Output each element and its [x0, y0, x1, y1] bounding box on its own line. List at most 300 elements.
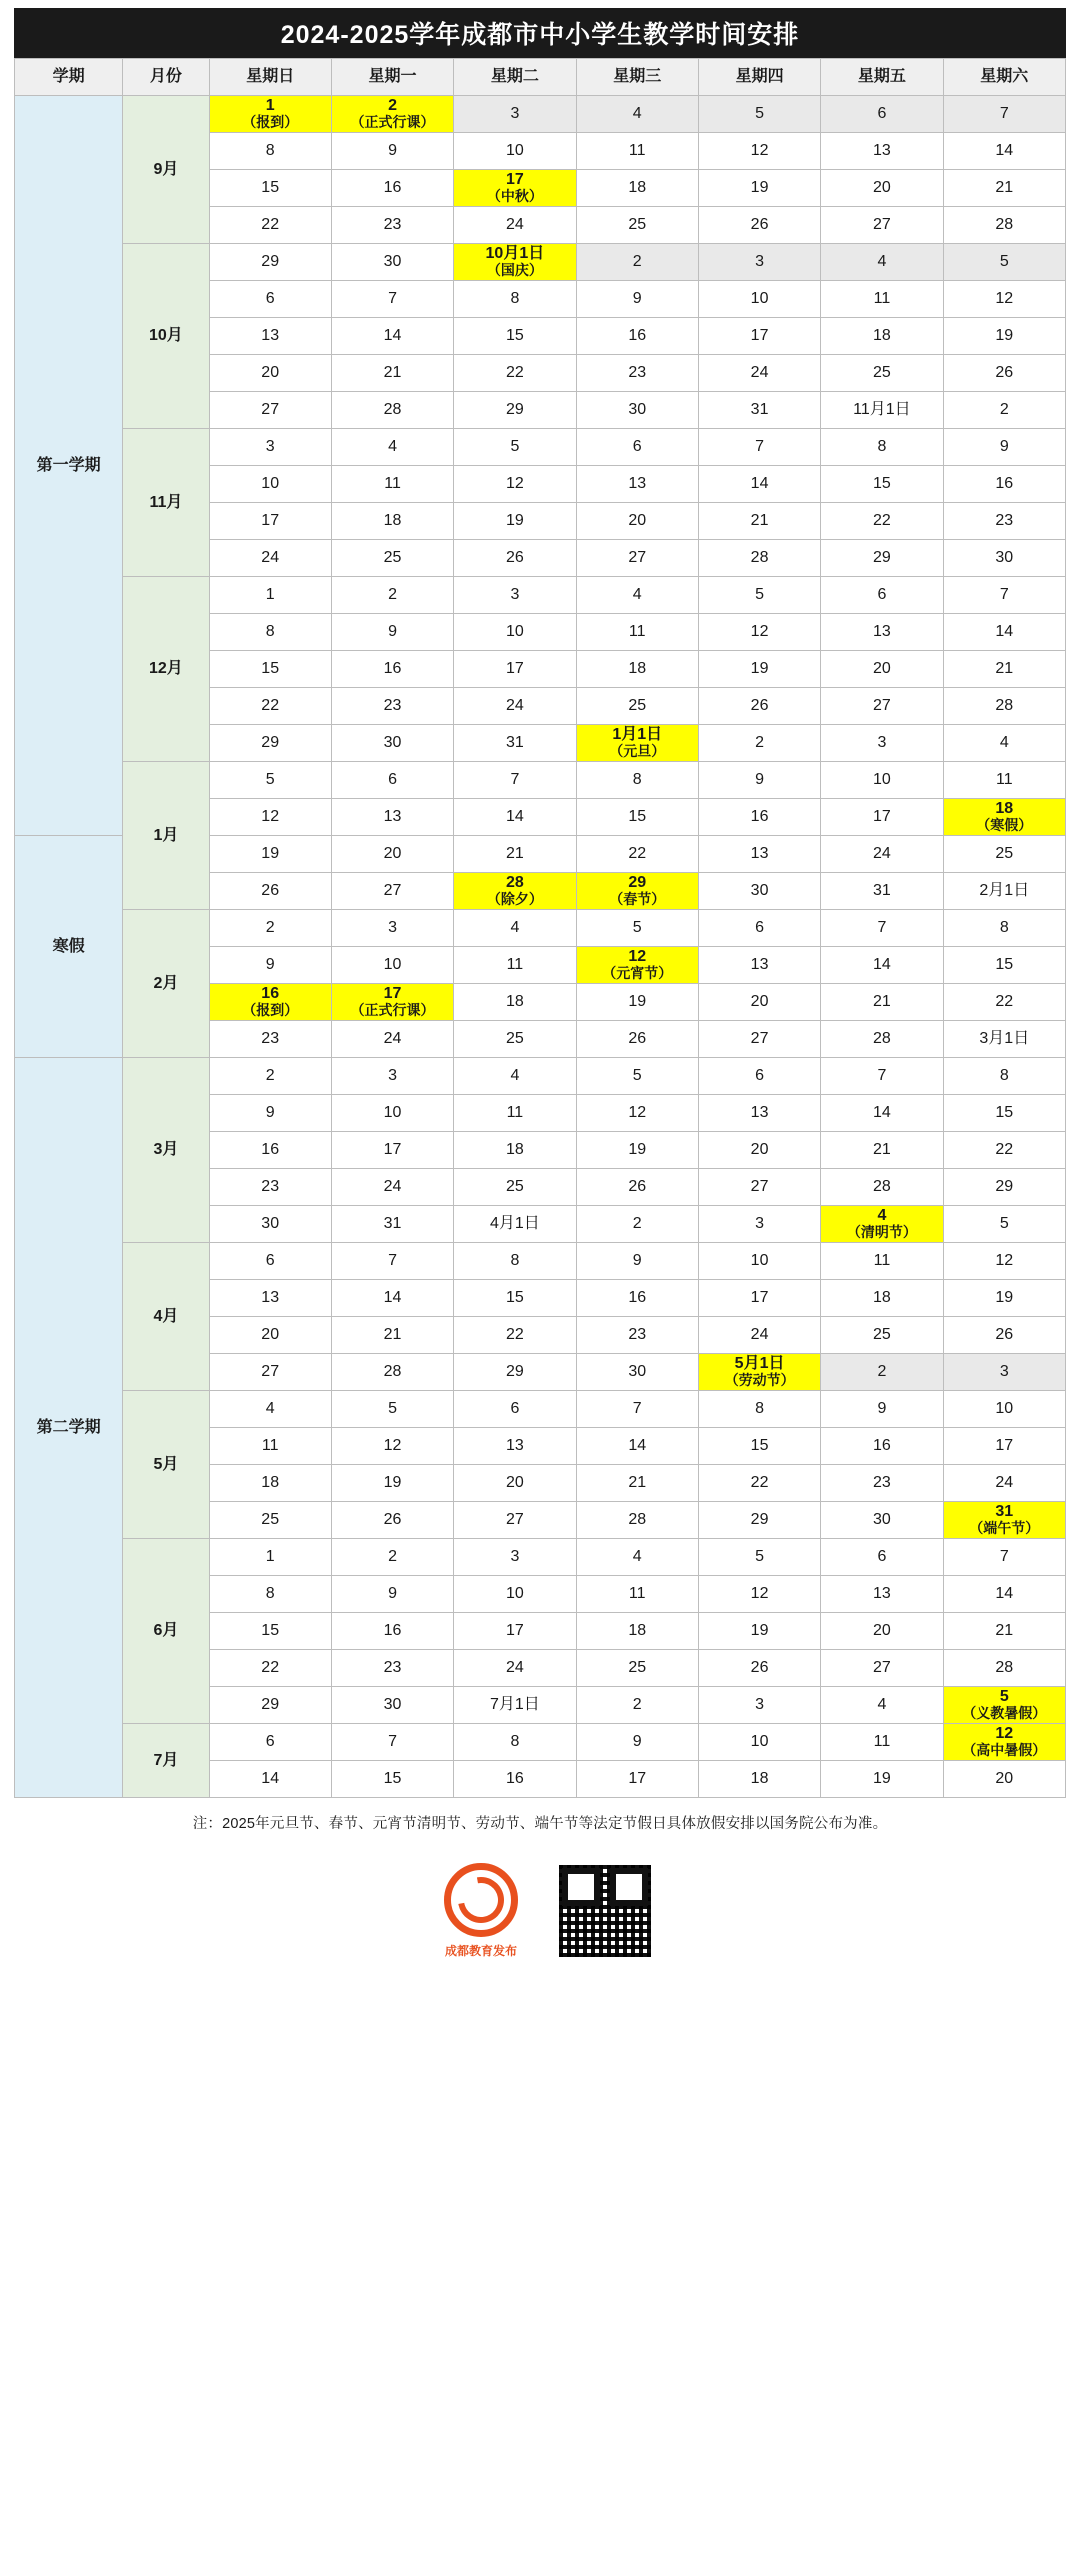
term-cell: 第一学期 — [15, 96, 123, 836]
day-number: 11 — [873, 1252, 891, 1270]
day-number: 28 — [383, 401, 402, 419]
day-number: 3 — [755, 1696, 765, 1714]
day-number: 6 — [877, 586, 887, 604]
day-cell — [821, 281, 943, 318]
day-number: 22 — [750, 1474, 769, 1492]
day-number: 20 — [750, 993, 769, 1011]
day-cell — [576, 429, 698, 466]
day-number: 12 — [750, 142, 769, 160]
day-number: 15 — [505, 1289, 524, 1307]
day-number: 29 — [505, 1363, 524, 1381]
day-number: 16 — [505, 1770, 524, 1788]
day-cell — [576, 244, 698, 281]
qr-code-icon[interactable] — [559, 1865, 651, 1957]
day-cell — [698, 1761, 820, 1798]
day-number: 13 — [261, 1289, 280, 1307]
day-cell — [331, 910, 453, 947]
day-cell — [454, 873, 576, 910]
day-cell — [943, 910, 1065, 947]
day-cell — [576, 873, 698, 910]
day-cell — [331, 577, 453, 614]
day-cell — [821, 1354, 943, 1391]
day-number: 16 — [261, 1141, 280, 1159]
day-number: 17 — [505, 660, 524, 678]
day-number: 11 — [261, 1437, 279, 1455]
day-cell — [454, 1206, 576, 1243]
day-cell — [943, 1169, 1065, 1206]
day-cell — [454, 96, 576, 133]
header-friday: 星期五 — [821, 59, 943, 96]
day-number: 27 — [505, 1511, 524, 1529]
day-cell — [454, 503, 576, 540]
day-cell — [943, 1095, 1065, 1132]
day-number: 6 — [388, 771, 397, 789]
day-cell — [576, 1206, 698, 1243]
day-number: 17 — [995, 1437, 1014, 1455]
day-number: 25 — [873, 1326, 891, 1344]
day-cell — [331, 1317, 453, 1354]
day-note: （元宵节） — [602, 965, 673, 982]
day-number: 28 — [750, 549, 769, 567]
day-cell — [209, 170, 331, 207]
day-number: 21 — [995, 660, 1014, 678]
day-number: 10 — [383, 1104, 402, 1122]
day-cell — [454, 836, 576, 873]
day-number: 4 — [510, 919, 520, 937]
day-number: 3 — [755, 1215, 765, 1233]
day-cell — [576, 762, 698, 799]
day-number: 30 — [383, 734, 402, 752]
day-cell — [943, 133, 1065, 170]
day-cell — [209, 244, 331, 281]
day-cell — [943, 1539, 1065, 1576]
day-cell — [454, 133, 576, 170]
day-cell — [943, 577, 1065, 614]
day-number: 24 — [505, 1659, 524, 1677]
day-number: 24 — [261, 549, 280, 567]
day-cell — [943, 1576, 1065, 1613]
day-number: 5 — [755, 1548, 765, 1566]
day-number: 4 — [999, 734, 1009, 752]
day-number: 2月1日 — [979, 882, 1030, 900]
day-cell — [331, 873, 453, 910]
day-number: 10 — [383, 956, 402, 974]
day-number: 9 — [632, 1733, 642, 1751]
day-cell — [331, 281, 453, 318]
day-cell — [331, 947, 453, 984]
day-number: 28 — [873, 1178, 891, 1196]
day-cell — [454, 1317, 576, 1354]
day-number: 24 — [505, 697, 524, 715]
day-number: 28 — [383, 1363, 402, 1381]
day-cell — [698, 725, 820, 762]
day-cell — [209, 1465, 331, 1502]
day-number: 13 — [628, 475, 647, 493]
day-cell — [821, 1465, 943, 1502]
day-cell — [209, 1354, 331, 1391]
day-cell — [209, 1650, 331, 1687]
day-number: 27 — [873, 216, 891, 234]
day-number: 27 — [750, 1030, 769, 1048]
day-number: 15 — [750, 1437, 769, 1455]
day-cell — [943, 281, 1065, 318]
day-cell — [576, 355, 698, 392]
day-number: 3 — [388, 919, 397, 937]
day-number: 24 — [873, 845, 891, 863]
day-number: 31 — [750, 401, 769, 419]
day-cell — [943, 244, 1065, 281]
day-cell — [943, 725, 1065, 762]
day-number: 12 — [628, 1104, 647, 1122]
day-cell — [943, 1354, 1065, 1391]
day-number: 8 — [999, 1067, 1009, 1085]
day-number: 9 — [999, 438, 1009, 456]
day-cell — [209, 355, 331, 392]
term-cell: 寒假 — [15, 836, 123, 1058]
day-cell — [943, 318, 1065, 355]
day-number: 19 — [505, 512, 524, 530]
day-number: 25 — [505, 1030, 524, 1048]
day-number: 11 — [995, 771, 1013, 789]
day-number: 3 — [999, 1363, 1009, 1381]
day-cell — [698, 947, 820, 984]
day-cell — [576, 207, 698, 244]
day-number: 15 — [873, 475, 891, 493]
day-number: 14 — [995, 142, 1014, 160]
day-number: 30 — [628, 1363, 647, 1381]
day-cell — [209, 947, 331, 984]
header-monday: 星期一 — [331, 59, 453, 96]
day-cell — [454, 1095, 576, 1132]
day-number: 27 — [628, 549, 647, 567]
day-number: 2 — [632, 253, 642, 271]
day-number: 26 — [750, 697, 769, 715]
day-number: 13 — [261, 327, 280, 345]
day-number: 20 — [750, 1141, 769, 1159]
day-note: （春节） — [609, 891, 666, 908]
day-cell — [331, 207, 453, 244]
day-cell — [331, 318, 453, 355]
day-number: 17 — [750, 1289, 769, 1307]
day-number: 22 — [261, 1659, 280, 1677]
day-number: 5 — [755, 105, 765, 123]
day-cell — [943, 1132, 1065, 1169]
day-cell — [331, 651, 453, 688]
day-number: 24 — [750, 364, 769, 382]
month-cell: 2月 — [123, 910, 209, 1058]
day-number: 26 — [628, 1178, 647, 1196]
table-row — [15, 1539, 1066, 1576]
day-number: 15 — [628, 808, 647, 826]
day-number: 19 — [628, 1141, 647, 1159]
day-number: 16 — [873, 1437, 891, 1455]
day-cell — [698, 503, 820, 540]
month-cell: 3月 — [123, 1058, 209, 1243]
day-cell — [209, 651, 331, 688]
day-cell — [698, 1021, 820, 1058]
day-number: 15 — [261, 179, 280, 197]
day-cell — [576, 133, 698, 170]
table-row — [15, 762, 1066, 799]
day-number: 17 — [383, 1141, 402, 1159]
day-note: （寒假） — [976, 817, 1033, 834]
day-number: 20 — [995, 1770, 1014, 1788]
day-cell — [454, 281, 576, 318]
day-cell — [209, 762, 331, 799]
day-number: 12 — [628, 948, 647, 966]
day-number: 18 — [383, 512, 402, 530]
day-cell — [576, 1132, 698, 1169]
day-cell — [821, 1206, 943, 1243]
day-cell — [454, 429, 576, 466]
day-cell — [454, 1724, 576, 1761]
day-number: 21 — [750, 512, 769, 530]
day-cell — [209, 1687, 331, 1724]
day-number: 9 — [388, 142, 397, 160]
day-cell — [698, 1687, 820, 1724]
month-cell: 4月 — [123, 1243, 209, 1391]
logo-label: 成都教育发布 — [444, 1944, 517, 1958]
day-cell — [454, 1761, 576, 1798]
day-number: 11 — [873, 1733, 891, 1751]
day-number: 19 — [750, 660, 769, 678]
day-cell — [454, 1539, 576, 1576]
day-cell — [209, 540, 331, 577]
day-cell — [576, 1613, 698, 1650]
day-number: 29 — [505, 401, 524, 419]
day-number: 2 — [877, 1363, 887, 1381]
day-number: 3 — [510, 1548, 520, 1566]
day-cell — [331, 984, 453, 1021]
day-number: 14 — [995, 1585, 1014, 1603]
day-cell — [576, 503, 698, 540]
day-cell — [821, 651, 943, 688]
day-cell — [576, 1428, 698, 1465]
day-number: 2 — [265, 1067, 275, 1085]
day-cell — [698, 1465, 820, 1502]
day-number: 21 — [995, 1622, 1014, 1640]
day-cell — [331, 1687, 453, 1724]
day-number: 25 — [261, 1511, 280, 1529]
day-cell — [331, 244, 453, 281]
day-number: 16 — [628, 327, 647, 345]
day-number: 16 — [995, 475, 1014, 493]
day-cell — [209, 1058, 331, 1095]
table-row — [15, 1058, 1066, 1095]
day-cell — [454, 1169, 576, 1206]
day-cell — [698, 170, 820, 207]
day-number: 21 — [995, 179, 1014, 197]
day-number: 9 — [632, 1252, 642, 1270]
day-number: 13 — [873, 142, 891, 160]
day-cell — [576, 984, 698, 1021]
day-number: 5 — [388, 1400, 397, 1418]
day-number: 16 — [750, 808, 769, 826]
day-number: 5 — [999, 1215, 1009, 1233]
day-note: （清明节） — [846, 1224, 917, 1241]
day-cell — [698, 1576, 820, 1613]
day-cell — [821, 1650, 943, 1687]
day-number: 30 — [261, 1215, 280, 1233]
day-cell — [698, 318, 820, 355]
day-number: 29 — [261, 734, 280, 752]
day-cell — [454, 910, 576, 947]
day-number: 19 — [995, 327, 1014, 345]
day-number: 19 — [750, 1622, 769, 1640]
day-cell — [331, 1354, 453, 1391]
day-cell — [331, 1095, 453, 1132]
day-cell — [454, 577, 576, 614]
day-cell — [821, 466, 943, 503]
day-number: 8 — [265, 623, 275, 641]
day-cell — [943, 1428, 1065, 1465]
day-note: （正式行课） — [350, 114, 435, 131]
day-cell — [821, 1576, 943, 1613]
day-number: 30 — [628, 401, 647, 419]
day-cell — [331, 1391, 453, 1428]
day-number: 23 — [995, 512, 1014, 530]
table-row — [15, 1391, 1066, 1428]
day-number: 26 — [505, 549, 524, 567]
day-number: 7 — [510, 771, 520, 789]
header-sunday: 星期日 — [209, 59, 331, 96]
day-cell — [698, 429, 820, 466]
day-cell — [209, 1761, 331, 1798]
day-cell — [209, 799, 331, 836]
day-number: 21 — [505, 845, 524, 863]
day-number: 13 — [383, 808, 402, 826]
day-number: 8 — [999, 919, 1009, 937]
month-cell: 5月 — [123, 1391, 209, 1539]
day-number: 14 — [750, 475, 769, 493]
day-cell — [209, 1391, 331, 1428]
day-number: 6 — [265, 290, 275, 308]
day-cell — [821, 1502, 943, 1539]
day-number: 17 — [750, 327, 769, 345]
day-cell — [821, 1391, 943, 1428]
day-number: 20 — [873, 179, 891, 197]
day-cell — [576, 1502, 698, 1539]
day-number: 15 — [505, 327, 524, 345]
day-number: 4 — [632, 586, 642, 604]
day-number: 2 — [388, 586, 397, 604]
day-cell — [821, 1058, 943, 1095]
day-number: 7 — [755, 438, 765, 456]
day-cell — [698, 1650, 820, 1687]
day-cell — [209, 836, 331, 873]
day-cell — [821, 1243, 943, 1280]
day-cell — [698, 540, 820, 577]
day-number: 19 — [750, 179, 769, 197]
day-number: 28 — [505, 874, 524, 892]
day-cell — [576, 1391, 698, 1428]
table-row — [15, 910, 1066, 947]
day-number: 27 — [261, 401, 280, 419]
day-cell — [821, 984, 943, 1021]
day-number: 14 — [505, 808, 524, 826]
day-cell — [209, 318, 331, 355]
day-number: 8 — [265, 1585, 275, 1603]
day-cell — [698, 1317, 820, 1354]
day-cell — [209, 1243, 331, 1280]
day-number: 5 — [632, 919, 642, 937]
day-cell — [698, 392, 820, 429]
day-cell — [209, 133, 331, 170]
day-number: 13 — [750, 956, 769, 974]
day-cell — [331, 133, 453, 170]
day-number: 1 — [265, 586, 275, 604]
day-number: 26 — [750, 216, 769, 234]
day-number: 18 — [261, 1474, 280, 1492]
day-cell — [331, 1058, 453, 1095]
day-cell — [821, 540, 943, 577]
day-cell — [943, 836, 1065, 873]
day-number: 12 — [505, 475, 524, 493]
table-row — [15, 429, 1066, 466]
day-number: 7 — [388, 1252, 397, 1270]
day-number: 7 — [632, 1400, 642, 1418]
month-cell: 9月 — [123, 96, 209, 244]
day-number: 11 — [628, 623, 646, 641]
day-cell — [331, 355, 453, 392]
day-number: 17 — [505, 171, 524, 189]
day-cell — [454, 318, 576, 355]
day-number: 5月1日 — [734, 1355, 785, 1373]
day-number: 15 — [995, 956, 1014, 974]
day-number: 4 — [265, 1400, 275, 1418]
day-number: 22 — [995, 1141, 1014, 1159]
day-cell — [576, 1761, 698, 1798]
day-number: 24 — [505, 216, 524, 234]
day-cell — [821, 1539, 943, 1576]
day-cell — [576, 577, 698, 614]
day-cell — [821, 910, 943, 947]
day-number: 21 — [873, 1141, 891, 1159]
day-number: 11 — [506, 1104, 524, 1122]
day-cell — [209, 429, 331, 466]
day-number: 18 — [995, 800, 1014, 818]
day-number: 24 — [995, 1474, 1014, 1492]
day-number: 10 — [995, 1400, 1014, 1418]
day-cell — [943, 355, 1065, 392]
day-number: 9 — [755, 771, 765, 789]
day-cell — [821, 1280, 943, 1317]
day-cell — [209, 1428, 331, 1465]
day-number: 4 — [388, 438, 397, 456]
day-cell — [576, 1724, 698, 1761]
day-number: 15 — [261, 1622, 280, 1640]
day-cell — [209, 614, 331, 651]
day-cell — [331, 1280, 453, 1317]
day-cell — [331, 503, 453, 540]
day-number: 23 — [383, 1659, 402, 1677]
day-cell — [576, 96, 698, 133]
table-row — [15, 577, 1066, 614]
day-cell — [454, 947, 576, 984]
day-number: 26 — [261, 882, 280, 900]
day-cell — [943, 392, 1065, 429]
day-number: 6 — [877, 1548, 887, 1566]
day-cell — [454, 762, 576, 799]
day-cell — [698, 96, 820, 133]
day-cell — [821, 170, 943, 207]
day-cell — [698, 984, 820, 1021]
day-cell — [454, 614, 576, 651]
day-cell — [331, 836, 453, 873]
day-cell — [698, 1613, 820, 1650]
day-cell — [454, 1058, 576, 1095]
day-number: 16 — [261, 985, 280, 1003]
